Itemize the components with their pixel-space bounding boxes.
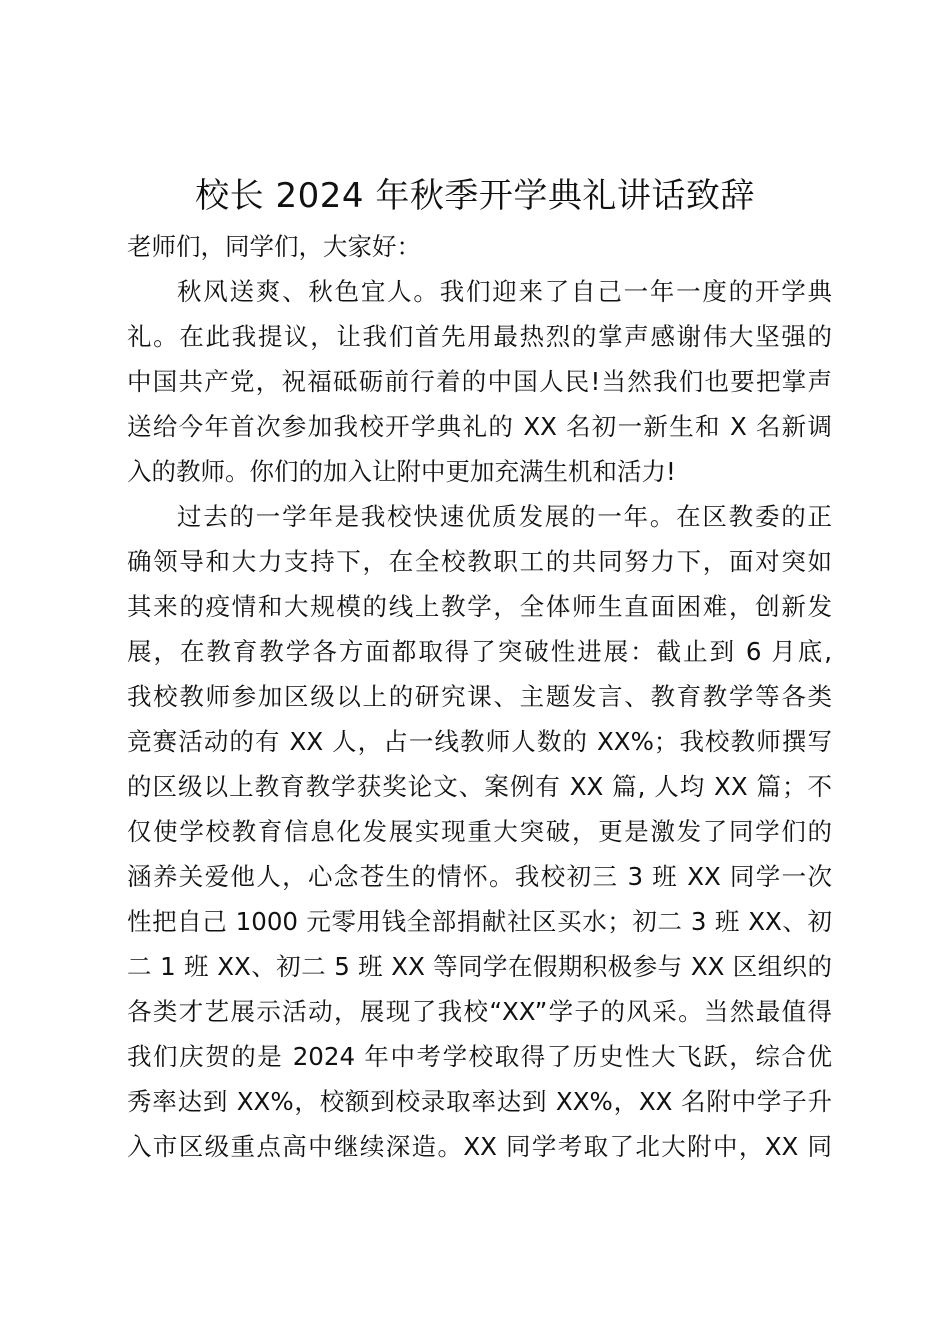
paragraph-line: 秋风送爽、秋色宜人。我们迎来了自己一年一度的开学典 <box>177 277 832 306</box>
paragraph-line: 仅使学校教育信息化发展实现重大突破，更是激发了同学们的 <box>127 817 832 846</box>
document-body <box>127 224 832 1169</box>
paragraph-2 <box>127 494 832 1169</box>
paragraph-line: 其来的疫情和大规模的线上教学，全体师生直面困难，创新发 <box>127 592 832 621</box>
paragraph-line: 竞赛活动的有 XX 人，占一线教师人数的 XX%；我校教师撰写 <box>127 727 832 756</box>
paragraph-line: 各类才艺展示活动，展现了我校“XX”学子的风采。当然最值得 <box>127 997 832 1026</box>
paragraph-line: 秀率达到 XX%，校额到校录取率达到 XX%，XX 名附中学子升 <box>127 1087 832 1116</box>
paragraph-line: 入市区级重点高中继续深造。XX 同学考取了北大附中，XX 同 <box>127 1132 832 1161</box>
paragraph-line: 性把自己 1000 元零用钱全部捐献社区买水；初二 3 班 XX、初 <box>127 907 832 936</box>
paragraph-line: 展，在教育教学各方面都取得了突破性进展：截止到 6 月底, <box>127 637 832 666</box>
paragraph-line: 涵养关爱他人，心念苍生的情怀。我校初三 3 班 XX 同学一次 <box>127 862 832 891</box>
paragraph-line: 我校教师参加区级以上的研究课、主题发言、教育教学等各类 <box>127 682 832 711</box>
paragraph-line: 二 1 班 XX、初二 5 班 XX 等同学在假期积极参与 XX 区组织的 <box>127 952 832 981</box>
paragraph-line: 过去的一学年是我校快速优质发展的一年。在区教委的正 <box>177 502 832 531</box>
paragraph-line: 入的教师。你们的加入让附中更加充满生机和活力! <box>127 457 676 486</box>
paragraph-line: 确领导和大力支持下，在全校教职工的共同努力下，面对突如 <box>127 547 832 576</box>
paragraph-1 <box>127 269 832 494</box>
document-title: 校长 2024 年秋季开学典礼讲话致辞 <box>195 176 755 216</box>
paragraph-line: 送给今年首次参加我校开学典礼的 XX 名初一新生和 X 名新调 <box>127 412 832 441</box>
paragraph-line: 我们庆贺的是 2024 年中考学校取得了历史性大飞跃，综合优 <box>127 1042 832 1071</box>
greeting-line: 老师们，同学们，大家好： <box>127 232 421 261</box>
paragraph-line: 的区级以上教育教学获奖论文、案例有 XX 篇, 人均 XX 篇；不 <box>127 772 832 801</box>
paragraph-line: 礼。在此我提议，让我们首先用最热烈的掌声感谢伟大坚强的 <box>127 322 832 351</box>
paragraph-line: 中国共产党，祝福砥砺前行着的中国人民!当然我们也要把掌声 <box>127 367 832 396</box>
